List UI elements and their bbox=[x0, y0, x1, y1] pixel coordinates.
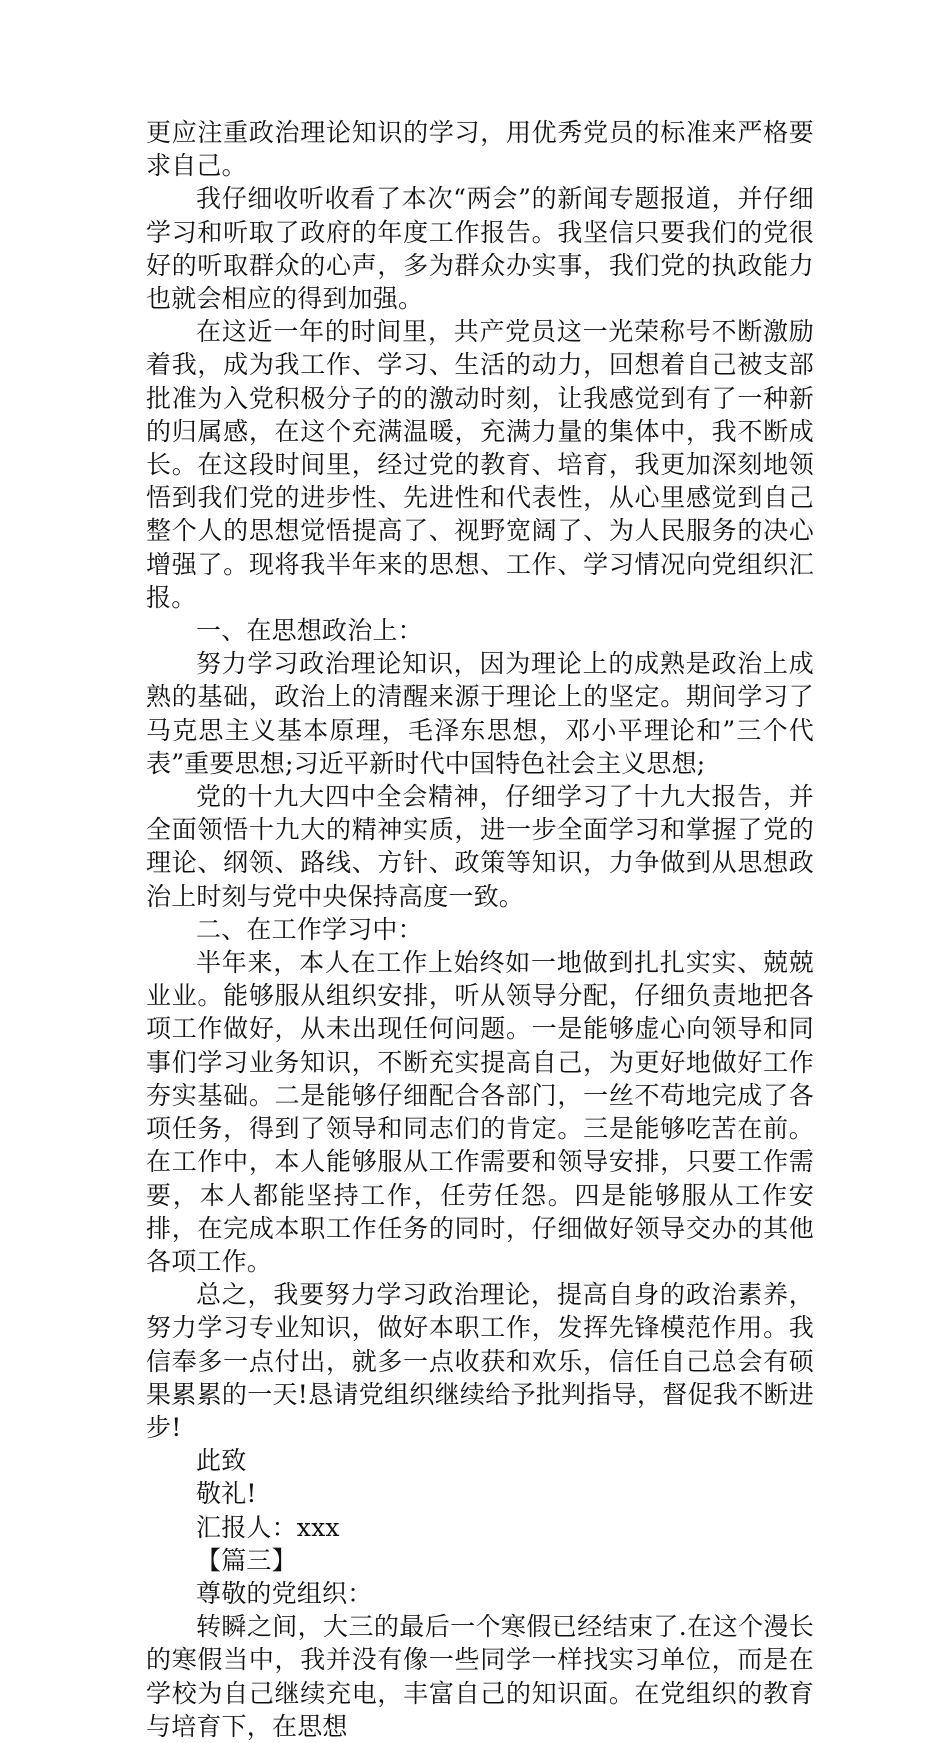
paragraph-2: 我仔细收听收看了本次“两会”的新闻专题报道，并仔细学习和听取了政府的年度工作报告。我坚信只要我们的党很好的听取群众的心声，多为群众办实事，我们党的执政能力也就会相应的得到加强。 bbox=[146, 184, 814, 314]
greeting: 尊敬的党组织： bbox=[196, 1578, 373, 1608]
closing-regards: 敬礼! bbox=[196, 1479, 257, 1509]
section-title-part-three: 【篇三】 bbox=[196, 1545, 297, 1575]
paragraph-8: 转瞬之间，大三的最后一个寒假已经结束了.在这个漫长的寒假当中，我并没有像一些同学一样找实习单位，而是在学校为自己继续充电，丰富自己的知识面。在党组织的教育与培育下，在思想 bbox=[146, 1612, 814, 1741]
paragraph-1: 更应注重政治理论知识的学习，用优秀党员的标准来严格要求自己。 bbox=[146, 118, 814, 181]
paragraph-4: 努力学习政治理论知识，因为理论上的成熟是政治上成熟的基础，政治上的清醒来源于理论上的坚定。期间学习了马克思主义基本原理，毛泽东思想，邓小平理论和”三个代表”重要思想;习近平新时代中国特色社会主义思想; bbox=[146, 649, 814, 778]
paragraph-3: 在这近一年的时间里，共产党员这一光荣称号不断激励着我，成为我工作、学习、生活的动力，回想着自己被支部批准为入党积极分子的的激动时刻，让我感觉到有了一种新的归属感，在这个充满温暖，充满力量的集体中，我不断成长。在这段时间里，经过党的教育、培育，我更加深刻地领悟到我们党的进步性、先进性和代表性，从心里感觉到自己整个人的思想觉悟提高了、视野宽阔了、为人民服务的决心增强了。现将我半年来的思想、工作、学习情况向党组织汇报。 bbox=[146, 317, 814, 612]
closing-salutation: 此致 bbox=[196, 1446, 247, 1476]
section-heading-1: 一、在思想政治上： bbox=[196, 616, 423, 646]
reporter-signature: 汇报人：xxx bbox=[196, 1512, 340, 1542]
paragraph-6: 半年来，本人在工作上始终如一地做到扎扎实实、兢兢业业。能够服从组织安排，听从领导分配，仔细负责地把各项工作做好，从未出现任何问题。一是能够虚心向领导和同事们学习业务知识，不断充实提高自己，为更好地做好工作夯实基础。二是能够仔细配合各部门，一丝不苟地完成了各项任务，得到了领导和同志们的肯定。三是能够吃苦在前。在工作中，本人能够服从工作需要和领导安排，只要工作需要，本人都能坚持工作，任劳任怨。四是能够服从工作安排，在完成本职工作任务的同时，仔细做好领导交办的其他各项工作。 bbox=[146, 948, 814, 1276]
section-heading-2: 二、在工作学习中： bbox=[196, 914, 423, 944]
paragraph-5: 党的十九大四中全会精神，仔细学习了十九大报告，并全面领悟十九大的精神实质，进一步全面学习和掌握了党的理论、纲领、路线、方针、政策等知识，力争做到从思想政治上时刻与党中央保持高度一致。 bbox=[146, 782, 814, 911]
paragraph-7: 总之，我要努力学习政治理论，提高自身的政治素养，努力学习专业知识，做好本职工作，发挥先锋模范作用。我信奉多一点付出，就多一点收获和欢乐，信任自己总会有硕果累累的一天!恳请党组织继续给予批判指导，督促我不断进步! bbox=[146, 1280, 814, 1442]
